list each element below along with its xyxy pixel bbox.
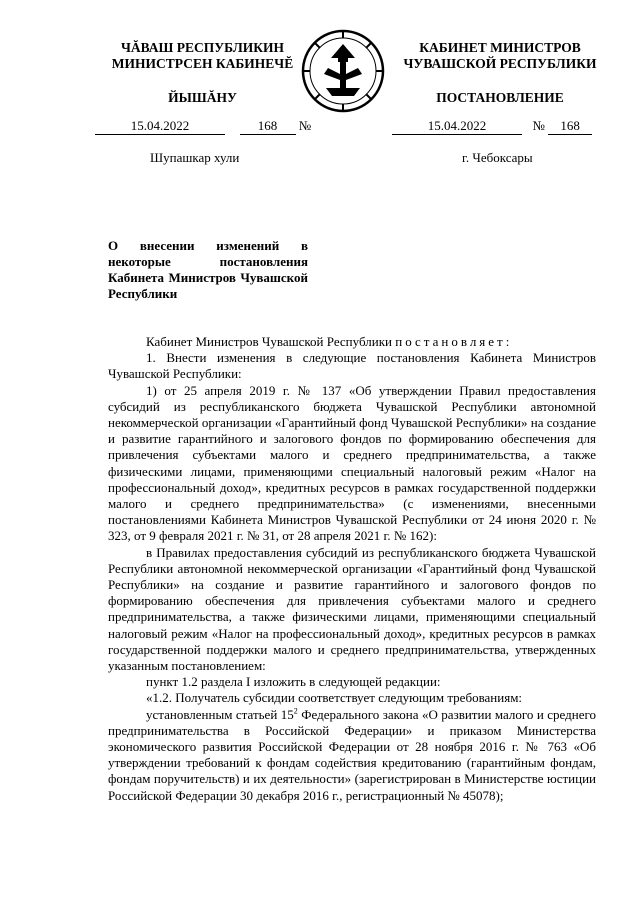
- paragraph-6-start: установленным статьей 15: [146, 706, 294, 722]
- paragraph-1: 1. Внести изменения в следующие постановления Кабинета Министров Чувашской Республики:: [108, 350, 596, 382]
- left-dateline: [95, 118, 311, 135]
- header-left-line2: МИНИСТРСЕН КАБИНЕЧĔ: [111, 56, 294, 71]
- intro-paragraph: [108, 334, 596, 350]
- header-left: [80, 40, 325, 106]
- city-left: Шупашкар хули: [150, 150, 240, 165]
- left-number-sign: №: [298, 118, 312, 133]
- paragraph-6: [108, 707, 596, 804]
- right-dateline: [392, 118, 592, 135]
- header-left-doc-type: ЙЫШĂНУ: [168, 90, 237, 105]
- right-number-sign: №: [532, 118, 545, 133]
- paragraph-6-sup: 2: [293, 706, 298, 716]
- header-right-line2: ЧУВАШСКОЙ РЕСПУБЛИКИ: [403, 56, 597, 71]
- coat-of-arms-icon: [300, 28, 386, 114]
- paragraph-4: пункт 1.2 раздела I изложить в следующей редакции:: [146, 674, 441, 690]
- document-title: О внесении изменений в некоторые постановления Кабинета Министров Чувашской Республики: [108, 238, 308, 301]
- document-body: [108, 334, 596, 804]
- header-left-line1: ЧĂВАШ РЕСПУБЛИКИН: [120, 40, 285, 55]
- right-date: 15.04.2022: [392, 118, 522, 135]
- intro-prefix: Кабинет Министров Чувашской Республики: [146, 334, 392, 349]
- city-right: г. Чебоксары: [462, 150, 533, 165]
- intro-spaced: постановляет:: [395, 334, 513, 349]
- header-right-line1: КАБИНЕТ МИНИСТРОВ: [419, 40, 581, 55]
- header-right-doc-type: ПОСТАНОВЛЕНИЕ: [436, 90, 564, 105]
- paragraph-5: «1.2. Получатель субсидии соответствует следующим требованиям:: [146, 690, 523, 706]
- left-date: 15.04.2022: [95, 118, 225, 135]
- right-number: 168: [548, 118, 592, 135]
- header-right: [380, 40, 620, 106]
- paragraph-3: в Правилах предоставления субсидий из республиканского бюджета Чувашской Республики автономной некоммерческой организации «Гарантийный фонд Чувашской Республики» на создание и развитие гарантийного и залогового фондов по формированию обеспечения для привлечения субъектами малого и среднего предпринимательства, а также физическими лицами, применяющими специальный налоговый режим «Налог на профессиональный доход», кредитных ресурсов в рамках государственной поддержки малого и среднего предпринимательства, утвержденных указанным постановлением:: [108, 544, 596, 674]
- paragraph-2: 1) от 25 апреля 2019 г. № 137 «Об утверждении Правил предоставления субсидий из республиканского бюджета Чувашской Республики автономной некоммерческой организации «Гарантийный фонд Чувашской Республики» на создание и развитие гарантийного и залогового фондов по формированию обеспечения для привлечения субъектами малого и среднего предпринимательства, а также физическими лицами, применяющими специальный налоговый режим «Налог на профессиональный доход», кредитных ресурсов в рамках государственной поддержки малого и среднего предпринимательства» (с изменениями, внесенными постановлениями Кабинета Министров Чувашской Республики от 24 июня 2020 г. № 323, от 9 февраля 2021 г. № 31, от 28 апреля 2021 г. № 162):: [108, 382, 596, 544]
- paragraph-6-end: Федерального закона «О развитии малого и среднего предпринимательства в Российской Федерации» и приказом Министерства экономического развития Российской Федерации от 28 ноября 2016 г. № 763 «Об утверждении требований к фондам содействия кредитованию (гарантийным фондам, фондам поручительств) и их деятельности» (зарегистрирован в Министерстве юстиции Российской Федерации 30 декабря 2016 г., регистрационный № 45078);: [108, 706, 596, 803]
- left-number: 168: [240, 118, 296, 135]
